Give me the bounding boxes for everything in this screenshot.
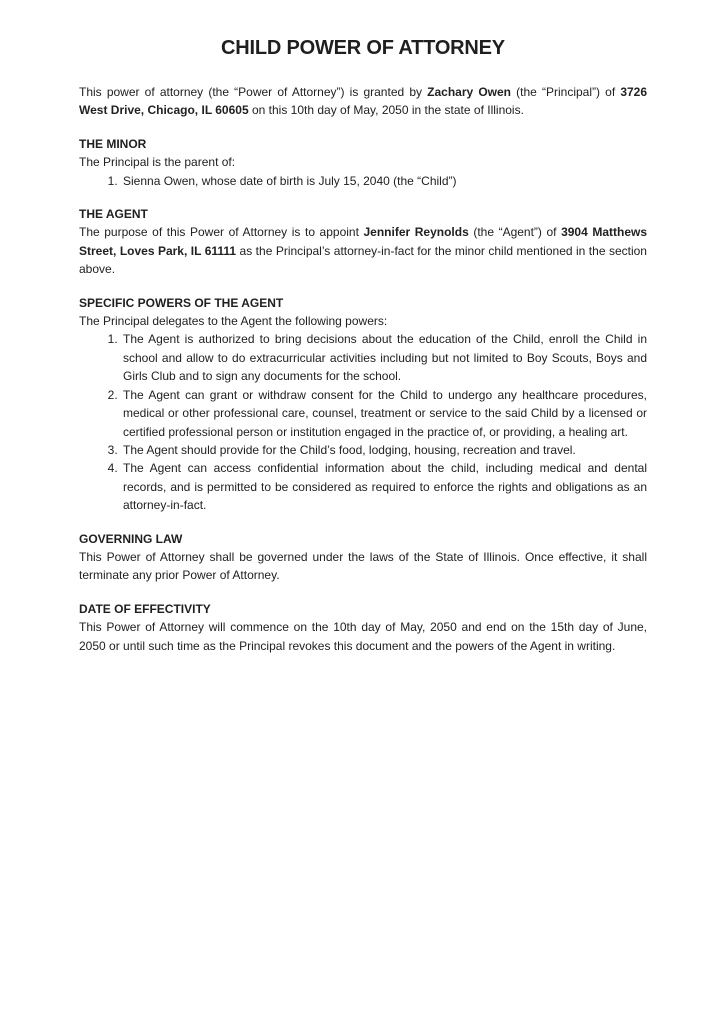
intro-text-2: (the “Principal”) of <box>511 85 621 99</box>
intro-paragraph <box>79 83 647 120</box>
principal-name: Zachary Owen <box>427 85 511 99</box>
powers-lead: The Principal delegates to the Agent the following powers: <box>79 314 388 329</box>
list-item: 1. Sienna Owen, whose date of birth is July 15, 2040 (the “Child”) <box>121 172 647 190</box>
agent-text-3: as the Principal’s attorney-in-fact for the minor child mentioned in the section above. <box>79 243 647 277</box>
agent-address: 3904 Matthews Street, Loves Park, IL 61111 <box>79 225 648 258</box>
intro-text-1: This power of attorney (the “Power of Attorney”) is granted by <box>79 85 428 99</box>
agent-text-1: The purpose of this Power of Attorney is to appoint <box>79 225 364 240</box>
section-the-agent <box>79 205 647 279</box>
agent-name: Jennifer Reynolds <box>363 225 469 240</box>
governing-law-paragraph: This Power of Attorney shall be governed under the laws of the State of Illinois. Once effective, it shall terminate any prior Power of Attorney. <box>79 549 647 583</box>
document-title: CHILD POWER OF ATTORNEY <box>221 37 505 59</box>
minor-heading: THE MINOR <box>79 136 147 151</box>
agent-paragraph <box>79 223 647 278</box>
section-date-of-effectivity <box>79 600 647 655</box>
list-item: 4. The Agent can access confidential information about the child, including medical and dental records, and is permitted to be considered as required to enforce the rights and obligations as an attorney-in-fact. <box>121 459 647 514</box>
intro-text-3: on this 10th day of May, 2050 in the state of Illinois. <box>248 103 524 118</box>
section-specific-powers <box>79 294 647 515</box>
agent-heading: THE AGENT <box>79 207 148 222</box>
section-the-minor <box>79 135 647 190</box>
minor-children-list <box>79 172 647 190</box>
minor-lead: The Principal is the parent of: <box>79 155 236 170</box>
list-item: 3. The Agent should provide for the Child’s food, lodging, housing, recreation and travel. <box>121 441 647 459</box>
list-item: 2. The Agent can grant or withdraw consent for the Child to undergo any healthcare procedures, medical or other professional care, counsel, treatment or service to the said Child by a licensed or certified professional person or institution engaged in the practice of, or providing, a healing art. <box>121 386 647 441</box>
powers-heading: SPECIFIC POWERS OF THE AGENT <box>79 295 284 310</box>
powers-list <box>79 330 647 514</box>
effectivity-heading: DATE OF EFFECTIVITY <box>79 601 211 616</box>
agent-text-2: (the “Agent”) of <box>468 225 562 240</box>
principal-address: 3726 West Drive, Chicago, IL 60605 <box>79 85 648 118</box>
effectivity-paragraph: This Power of Attorney will commence on the 10th day of May, 2050 and end on the 15th day of June, 2050 or until such time as the Principal revokes this document and the powers of the Agent in writing. <box>79 620 647 653</box>
governing-law-heading: GOVERNING LAW <box>79 531 183 546</box>
section-governing-law <box>79 530 647 585</box>
list-item: 1. The Agent is authorized to bring decisions about the education of the Child, enroll the Child in school and allow to do extracurricular activities including but not limited to Boy Scouts, Boys and Girls Club and to sign any documents for the school. <box>121 330 647 385</box>
